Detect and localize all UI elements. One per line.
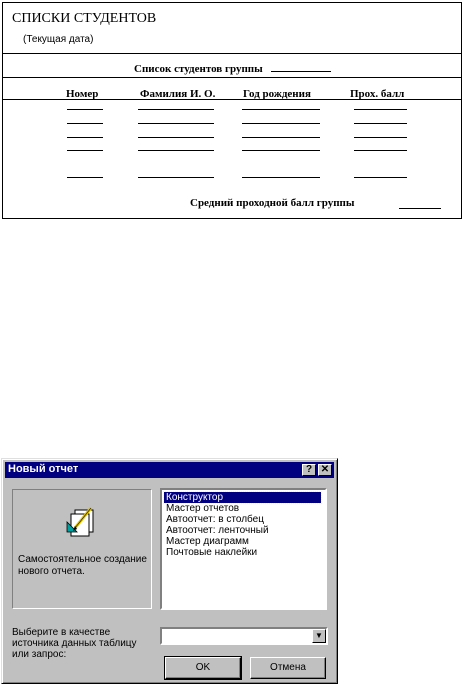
report-date: (Текущая дата)	[23, 34, 94, 45]
report-type-list[interactable]	[160, 488, 327, 610]
dialog-titlebar[interactable]	[5, 462, 334, 478]
blank-name	[138, 123, 214, 124]
dialog-title: Новый отчет	[8, 463, 79, 475]
blank-year	[242, 137, 320, 138]
blank-number	[67, 177, 103, 178]
blank-score	[354, 150, 407, 151]
list-item-chart-wizard[interactable]: Мастер диаграмм	[166, 536, 249, 547]
close-button[interactable]: ✕	[318, 464, 332, 476]
preview-description: Самостоятельное создание нового отчета.	[18, 554, 147, 577]
column-header-name: Фамилия И. О.	[140, 88, 216, 100]
blank-score	[354, 109, 407, 110]
group-blank	[271, 61, 331, 72]
blank-year	[242, 123, 320, 124]
blank-year	[242, 109, 320, 110]
preview-panel	[12, 489, 152, 609]
list-item-report-wizard[interactable]: Мастер отчетов	[166, 503, 240, 514]
header-divider	[3, 53, 461, 54]
help-button[interactable]: ?	[302, 464, 316, 476]
average-label: Средний проходной балл группы	[190, 197, 355, 209]
blank-number	[67, 123, 103, 124]
blank-score	[354, 123, 407, 124]
blank-name	[138, 150, 214, 151]
source-label: Выберите в качестве источника данных таблицу или запрос:	[12, 627, 137, 660]
new-report-dialog	[1, 458, 338, 684]
column-header-birth-year: Год рождения	[243, 88, 311, 100]
columns-divider-bottom	[3, 99, 461, 100]
blank-name	[138, 137, 214, 138]
blank-name	[138, 109, 214, 110]
list-item-autoreport-tabular[interactable]: Автоотчет: ленточный	[166, 525, 269, 536]
report-title: СПИСКИ СТУДЕНТОВ	[12, 11, 157, 26]
list-item-constructor[interactable]: Конструктор	[164, 492, 321, 503]
list-item-mailing-labels[interactable]: Почтовые наклейки	[166, 547, 258, 558]
blank-year	[242, 150, 320, 151]
blank-score	[354, 137, 407, 138]
blank-score	[354, 177, 407, 178]
average-blank	[399, 208, 441, 209]
report-template	[2, 2, 462, 219]
blank-number	[67, 137, 103, 138]
blank-number	[67, 109, 103, 110]
report-design-icon	[61, 502, 101, 542]
blank-year	[242, 177, 320, 178]
columns-divider-top	[3, 77, 461, 78]
ok-button[interactable]: OK	[165, 657, 241, 679]
dropdown-arrow-icon[interactable]: ▼	[312, 629, 326, 643]
list-item-autoreport-column[interactable]: Автоотчет: в столбец	[166, 514, 264, 525]
group-heading-text: Список студентов группы	[134, 63, 263, 75]
group-heading	[134, 61, 331, 75]
source-select[interactable]	[160, 627, 328, 645]
blank-number	[67, 150, 103, 151]
column-header-score: Прох. балл	[350, 88, 405, 100]
blank-name	[138, 177, 214, 178]
column-header-number: Номер	[66, 88, 99, 100]
cancel-button[interactable]: Отмена	[250, 657, 326, 679]
